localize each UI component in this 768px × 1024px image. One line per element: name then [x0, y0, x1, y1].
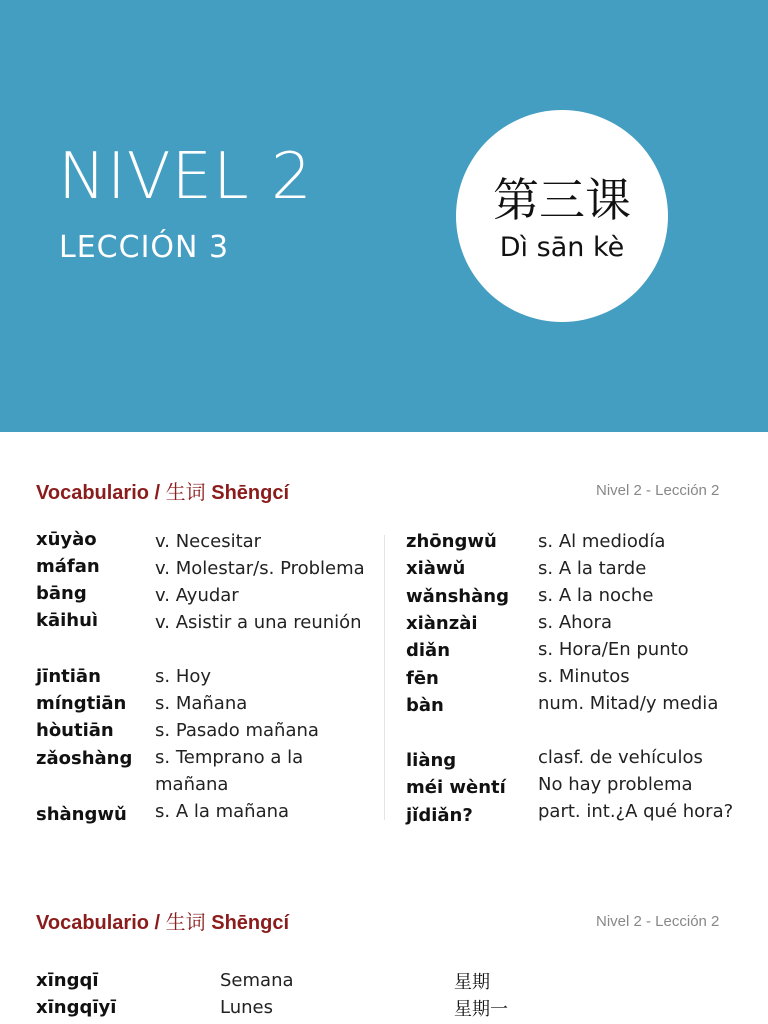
lesson-hanzi: 第三课 — [493, 173, 631, 227]
vocab-gloss: part. int.¿A qué hora? — [538, 801, 734, 822]
vocabulary-heading — [36, 906, 289, 935]
vocab-term: míngtiān — [36, 693, 127, 714]
vocab-gloss: No hay problema — [538, 774, 693, 795]
vocab-term: méi wèntí — [406, 777, 506, 798]
vocab-term: bàn — [406, 695, 444, 716]
vocab-gloss: Semana — [220, 970, 294, 991]
vocab-gloss: s. A la tarde — [538, 558, 647, 579]
vocab-term: zhōngwǔ — [406, 531, 497, 552]
vocab-term: hòutiān — [36, 720, 114, 741]
vocab-term: xīngqī — [36, 970, 99, 991]
vocabulary-heading-label: Vocabulario / — [36, 912, 166, 934]
vocab-gloss: Lunes — [220, 997, 273, 1018]
column-divider — [384, 535, 385, 820]
vocabulary-heading-hanzi: 生词 — [165, 910, 206, 934]
vocabulary-heading — [36, 476, 289, 505]
vocab-term: wǎnshàng — [406, 586, 509, 607]
vocab-term: bāng — [36, 583, 87, 604]
vocab-term: xīngqīyī — [36, 997, 117, 1018]
page-reference: Nivel 2 - Lección 2 — [596, 482, 720, 499]
vocab-gloss: v. Necesitar — [155, 531, 262, 552]
vocab-term: kāihuì — [36, 610, 99, 631]
vocab-gloss: v. Ayudar — [155, 585, 239, 606]
vocab-gloss: s. Mañana — [155, 693, 248, 714]
level-title: NIVEL 2 — [58, 140, 313, 214]
vocabulary-heading-pinyin: Shēngcí — [205, 912, 290, 934]
vocab-term: zǎoshàng — [36, 748, 133, 769]
vocab-term: jǐdiǎn? — [406, 805, 473, 826]
vocab-gloss: s. Pasado mañana — [155, 720, 319, 741]
vocab-term: xiànzài — [406, 613, 478, 634]
vocab-term: shàngwǔ — [36, 804, 127, 825]
vocab-hanzi: 星期一 — [454, 999, 508, 1020]
vocab-term: xūyào — [36, 529, 97, 550]
vocab-gloss: clasf. de vehículos — [538, 747, 703, 768]
vocab-gloss: s. A la noche — [538, 585, 654, 606]
vocabulary-heading-pinyin: Shēngcí — [205, 482, 290, 504]
vocab-term: diǎn — [406, 640, 451, 661]
vocab-term: liàng — [406, 750, 457, 771]
lesson-badge — [456, 110, 668, 322]
vocab-gloss: s. Al mediodía — [538, 531, 666, 552]
vocab-gloss: v. Asistir a una reunión — [155, 612, 362, 633]
vocab-term: xiàwǔ — [406, 558, 466, 579]
page-reference: Nivel 2 - Lección 2 — [596, 913, 720, 930]
vocab-gloss: num. Mitad/y media — [538, 693, 719, 714]
vocab-hanzi: 星期 — [454, 972, 490, 993]
vocab-term: jīntiān — [36, 666, 101, 687]
vocab-gloss: v. Molestar/s. Problema — [155, 558, 365, 579]
lesson-pinyin: Dì sān kè — [499, 232, 625, 263]
lesson-subtitle: LECCIÓN 3 — [59, 230, 230, 265]
vocabulary-heading-label: Vocabulario / — [36, 482, 166, 504]
vocab-gloss: s. Hoy — [155, 666, 212, 687]
vocab-gloss: s. Temprano a la mañana — [155, 747, 304, 795]
vocab-gloss: s. Minutos — [538, 666, 630, 687]
lesson-header — [0, 0, 768, 432]
vocabulary-heading-hanzi: 生词 — [165, 480, 206, 504]
vocab-gloss: s. A la mañana — [155, 801, 290, 822]
vocab-gloss: s. Ahora — [538, 612, 612, 633]
vocab-gloss: s. Hora/En punto — [538, 639, 689, 660]
vocab-term: máfan — [36, 556, 100, 577]
vocab-term: fēn — [406, 668, 439, 689]
